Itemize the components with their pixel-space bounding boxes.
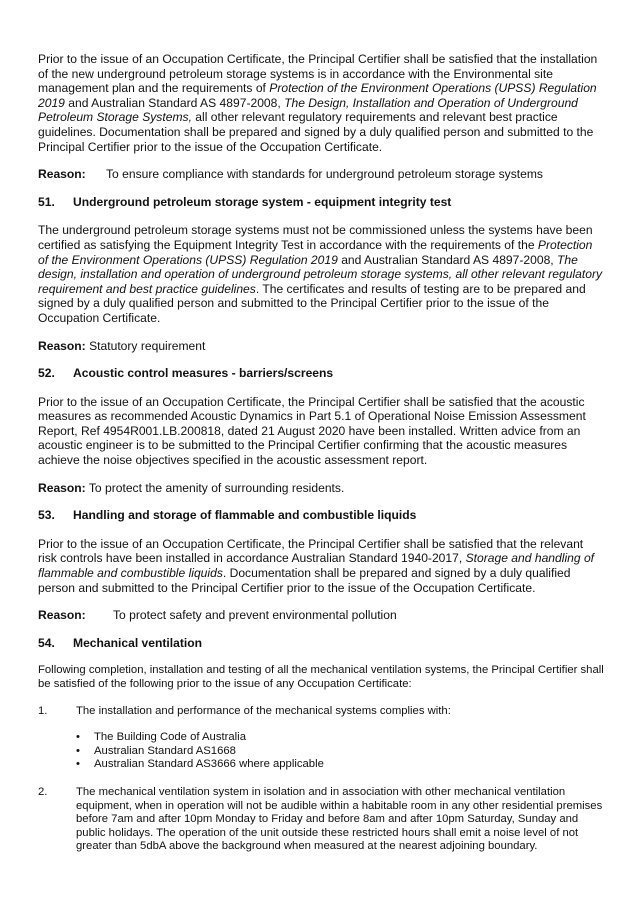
- list-item-text: The Building Code of Australia: [94, 731, 246, 744]
- section-number: 54.: [38, 635, 55, 650]
- s53-text-1: Prior to the issue of an Occupation Certificate, the Principal Certifier shall be satisfied that the relevant risk controls have been installed in accordance Australian Standard 1940-2017,: [38, 536, 584, 566]
- item-text: The mechanical ventilation system in isolation and in association with other mechanical ventilation equipment, when in operation will not be audible within a habitable room in any other residential premises before 7am and after 10pm Monday to Friday and before 8am and after 10pm Saturday, Sunday and public holidays. The operation of the unit outside these restricted hours shall emit a noise level of not greater than 5dbA above the background when measured at the nearest adjoining boundary.: [76, 785, 603, 853]
- section-54-heading: [38, 636, 604, 651]
- intro-text-1: Prior to the issue of an Occupation Certificate, the Principal Certifier shall be satisfied that the installation of the new underground petroleum storage systems is in accordance with the Environmental site management plan and the requirements of: [38, 52, 598, 96]
- section-52-reason: [38, 481, 604, 496]
- item-number: 2.: [38, 785, 48, 798]
- list-item: [76, 745, 604, 759]
- section-number: 53.: [38, 508, 55, 523]
- reason-text: Statutory requirement: [85, 338, 206, 353]
- section-54-item-2: [38, 786, 604, 854]
- s51-standard-title: The design, installation and operation of underground petroleum storage systems, all other relevant regulatory requirement and best practice guidelines: [38, 252, 603, 296]
- intro-text-3: all other relevant regulatory requirements and relevant best practice guidelines. Documentation shall be prepared and signed by a duly qualified person and submitted to the Principal Certifier prior to the issue of the Occupation Certificate.: [38, 110, 594, 154]
- bullet-icon: •: [76, 744, 80, 757]
- list-item: [76, 758, 604, 772]
- section-number: 52.: [38, 366, 55, 381]
- section-54-bullet-list: [38, 731, 604, 772]
- section-54-intro: Following completion, installation and testing of all the mechanical ventilation systems, the Principal Certifier shall be satisfied of the following prior to the issue of any Occupation Certificate:: [38, 664, 604, 690]
- section-title: Handling and storage of flammable and combustible liquids: [73, 508, 417, 523]
- section-title: Underground petroleum storage system - equipment integrity test: [73, 194, 452, 209]
- s51-text-3: . The certificates and results of testing are to be prepared and signed by a duly qualified person and submitted to the Principal Certifier prior to the issue of the Occupation Certificate.: [38, 281, 586, 325]
- intro-reason: [38, 167, 604, 182]
- reason-text: To ensure compliance with standards for underground petroleum storage systems: [106, 167, 543, 182]
- section-52-body: Prior to the issue of an Occupation Certificate, the Principal Certifier shall be satisfied that the acoustic measures as recommended Acoustic Dynamics in Part 5.1 of Operational Noise Emission Assessment Report, Ref 4954R001.LB.200818, dated 21 August 2020 have been installed. Written advice from an acoustic engineer is to be submitted to the Principal Certifier confirming that the acoustic measures achieve the noise objectives specified in the acoustic assessment report.: [38, 394, 586, 468]
- section-number: 51.: [38, 194, 55, 209]
- section-title: Acoustic control measures - barriers/screens: [73, 366, 334, 381]
- reason-label: Reason:: [38, 338, 86, 353]
- s53-text-2: . Documentation shall be prepared and signed by a duly qualified person and submitted to the Principal Certifier prior to the issue of the Occupation Certificate.: [38, 566, 571, 595]
- intro-regulation-title: Protection of the Environment Operations (UPSS) Regulation 2019: [38, 81, 597, 110]
- list-item-text: Australian Standard AS1668: [94, 744, 236, 757]
- section-54-item-1: [38, 705, 604, 719]
- s53-standard-title: Storage and handling of flammable and combustible liquids: [38, 551, 595, 581]
- bullet-icon: •: [76, 731, 80, 744]
- reason-text: To protect safety and prevent environmental pollution: [113, 608, 397, 623]
- section-53-body: [38, 537, 604, 595]
- bullet-icon: •: [76, 758, 80, 771]
- section-53-heading: [38, 508, 604, 523]
- intro-paragraph: [38, 52, 604, 154]
- s51-regulation-title: Protection of the Environment Operations (UPSS) Regulation 2019: [38, 237, 593, 267]
- section-52-heading: [38, 366, 604, 381]
- section-51-body: [38, 223, 604, 325]
- intro-standard-title: The Design, Installation and Operation of Underground Petroleum Storage Systems,: [38, 95, 578, 125]
- list-item-text: Australian Standard AS3666 where applicable: [94, 758, 324, 771]
- reason-text: To protect the amenity of surrounding residents.: [85, 480, 345, 495]
- list-item: [76, 731, 604, 745]
- reason-label: Reason:: [38, 167, 86, 182]
- section-53-reason: [38, 608, 604, 623]
- intro-text-2: and Australian Standard AS 4897-2008,: [64, 95, 285, 110]
- item-number: 1.: [38, 704, 48, 717]
- section-51-heading: [38, 195, 604, 210]
- section-title: Mechanical ventilation: [73, 635, 203, 650]
- section-51-reason: [38, 339, 604, 354]
- s51-text-1: The underground petroleum storage systems must not be commissioned unless the systems have been certified as satisfying the Equipment Integrity Test in accordance with the requirements of the: [38, 223, 593, 252]
- item-text: The installation and performance of the mechanical systems complies with:: [76, 704, 451, 717]
- reason-label: Reason:: [38, 608, 86, 623]
- s51-text-2: and Australian Standard AS 4897-2008,: [337, 252, 558, 267]
- reason-label: Reason:: [38, 480, 86, 495]
